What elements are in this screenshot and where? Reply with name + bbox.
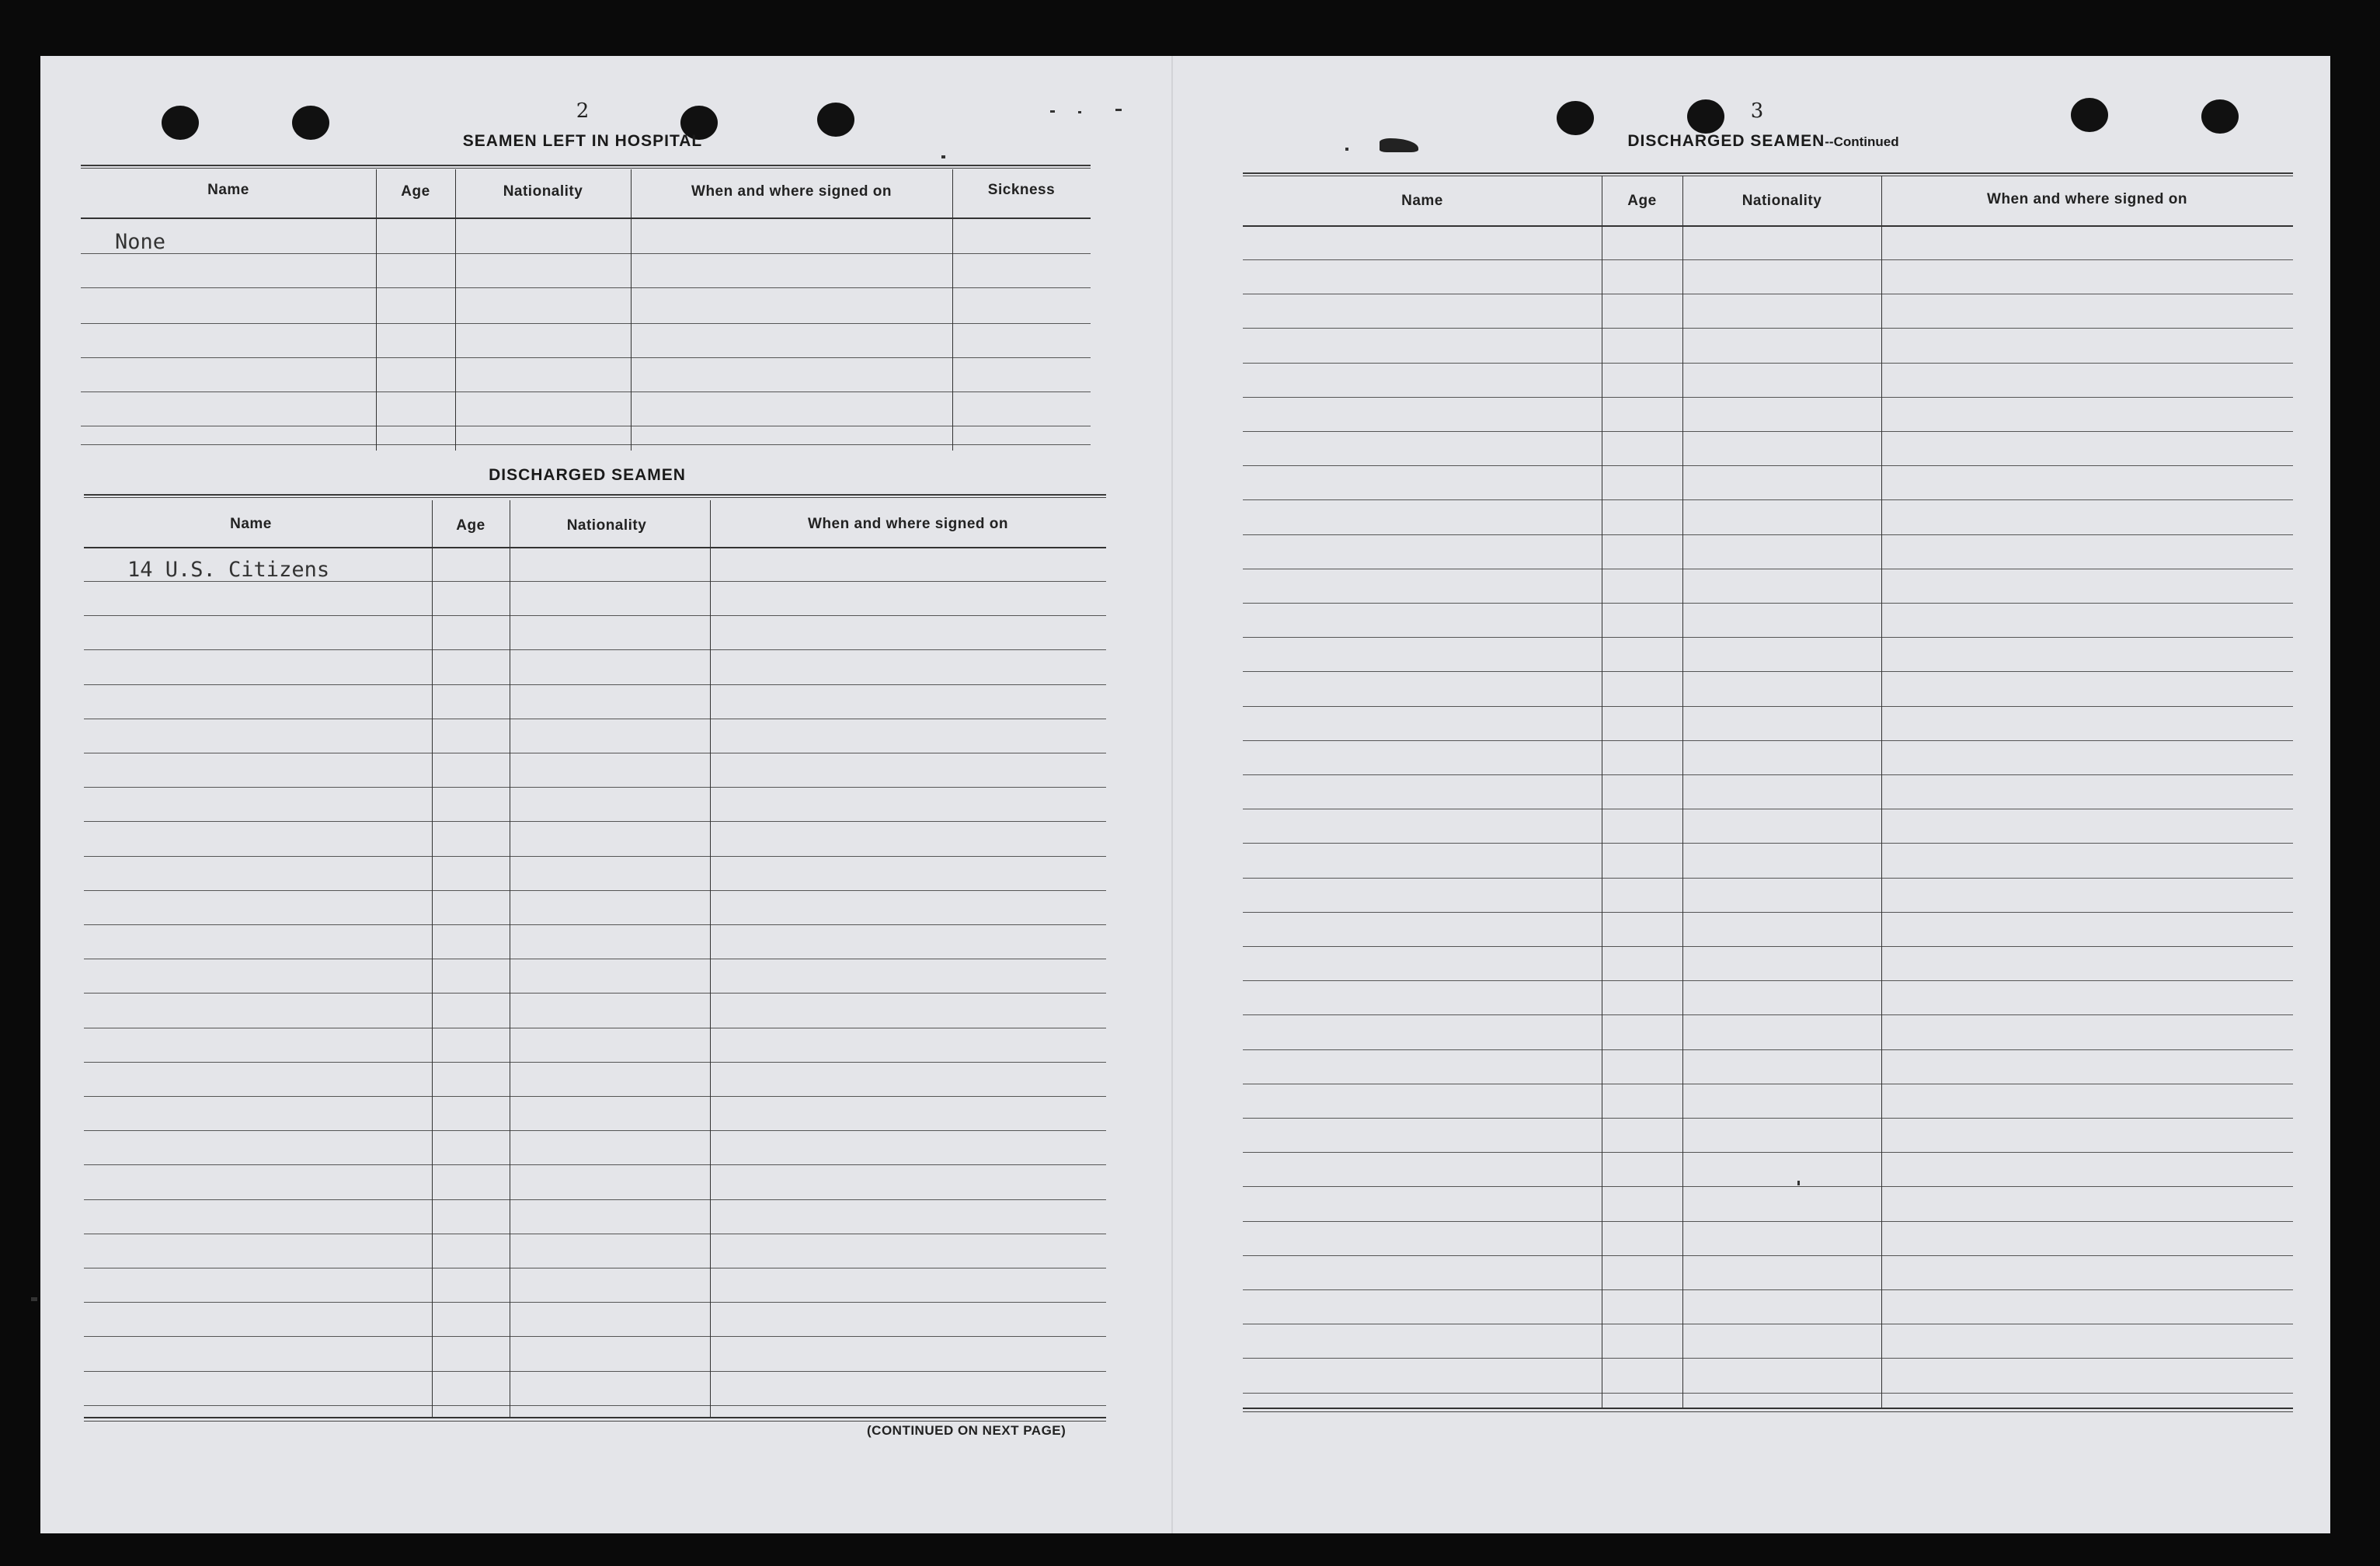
discharged-section-title: DISCHARGED SEAMEN: [489, 466, 686, 484]
discharged-table: [84, 494, 1106, 1422]
row-rule: [84, 1371, 1106, 1372]
row-rule: [84, 821, 1106, 822]
punch-hole: [817, 103, 854, 137]
discharged-entry: 14 U.S. Citizens: [127, 558, 330, 582]
col-header-age: Age: [1627, 193, 1657, 209]
row-rule: [1243, 534, 2293, 535]
row-rule: [1243, 740, 2293, 741]
row-rule: [81, 253, 1091, 254]
page-number-right: 3: [1750, 99, 1764, 123]
row-rule: [1243, 465, 2293, 466]
row-rule: [84, 1405, 1106, 1406]
table-bottom-rule: [1243, 1408, 2293, 1412]
row-rule: [1243, 328, 2293, 329]
col-header-name: Name: [1401, 193, 1443, 209]
row-rule: [1243, 671, 2293, 672]
table-top-rule: [1243, 172, 2293, 176]
discharged-continued-table: [1243, 172, 2293, 1414]
col-header-signed-on: When and where signed on: [1987, 191, 2187, 207]
row-rule: [1243, 1049, 2293, 1050]
row-rule: [1243, 946, 2293, 947]
col-header-signed-on: When and where signed on: [691, 183, 892, 200]
row-rule: [84, 1336, 1106, 1337]
column-divider: [952, 169, 953, 451]
row-rule: [1243, 980, 2293, 981]
col-header-sickness: Sickness: [987, 182, 1056, 198]
col-header-name: Name: [230, 516, 272, 532]
header-rule: [1243, 225, 2293, 227]
row-rule: [81, 323, 1091, 324]
col-header-name: Name: [207, 182, 249, 198]
row-rule: [84, 649, 1106, 650]
title-text: DISCHARGED SEAMEN: [1627, 132, 1825, 150]
punch-hole: [2201, 99, 2239, 134]
row-rule: [84, 1062, 1106, 1063]
hospital-entry: None: [115, 230, 166, 254]
column-divider: [710, 500, 711, 1417]
row-rule: [1243, 397, 2293, 398]
row-rule: [84, 1199, 1106, 1200]
row-rule: [81, 287, 1091, 288]
hospital-section-title: SEAMEN LEFT IN HOSPITAL: [462, 132, 703, 150]
column-divider: [376, 169, 377, 451]
punch-hole: [292, 106, 329, 140]
table-top-rule: [81, 165, 1091, 169]
row-rule: [1243, 431, 2293, 432]
row-rule: [84, 684, 1106, 685]
page-number-left: 2: [576, 99, 590, 123]
col-header-nationality: Nationality: [1742, 193, 1822, 209]
col-header-nationality: Nationality: [503, 183, 583, 200]
page-fold: [1171, 56, 1173, 1533]
row-rule: [1243, 843, 2293, 844]
speck: [1345, 148, 1348, 151]
column-divider: [1881, 176, 1882, 1408]
header-rule: [84, 547, 1106, 548]
col-header-age: Age: [456, 517, 485, 534]
table-top-rule: [84, 494, 1106, 498]
hospital-table: [81, 165, 1091, 451]
row-rule: [1243, 878, 2293, 879]
row-rule: [1243, 1289, 2293, 1290]
row-rule: [1243, 912, 2293, 913]
row-rule: [1243, 1255, 2293, 1256]
speck: [1050, 110, 1055, 113]
row-rule: [84, 1302, 1106, 1303]
speck: [1115, 109, 1122, 111]
row-rule: [1243, 603, 2293, 604]
punch-hole: [162, 106, 199, 140]
row-rule: [1243, 363, 2293, 364]
row-rule: [84, 1130, 1106, 1131]
row-rule: [1243, 706, 2293, 707]
row-rule: [1243, 499, 2293, 500]
table-bottom-rule: [84, 1417, 1106, 1422]
row-rule: [1243, 1118, 2293, 1119]
row-rule: [1243, 1221, 2293, 1222]
col-header-nationality: Nationality: [566, 517, 647, 534]
row-rule: [84, 615, 1106, 616]
row-rule: [1243, 1152, 2293, 1153]
row-rule: [84, 993, 1106, 994]
column-divider: [432, 500, 433, 1417]
title-suffix: --Continued: [1825, 134, 1899, 149]
row-rule: [1243, 259, 2293, 260]
column-divider: [455, 169, 456, 451]
continued-note: (CONTINUED ON NEXT PAGE): [867, 1423, 1066, 1438]
column-divider: [1682, 176, 1683, 1408]
col-header-signed-on: When and where signed on: [808, 516, 1008, 532]
discharged-continued-title: [1554, 132, 1973, 151]
row-rule: [1243, 1393, 2293, 1394]
header-rule: [81, 218, 1091, 219]
col-header-age: Age: [401, 183, 430, 200]
row-rule: [84, 1164, 1106, 1165]
row-rule: [1243, 1014, 2293, 1015]
row-rule: [81, 357, 1091, 358]
speck: [31, 1297, 37, 1301]
row-rule: [1243, 1358, 2293, 1359]
row-rule: [84, 856, 1106, 857]
speck: [941, 155, 945, 158]
row-rule: [1243, 637, 2293, 638]
row-rule: [1243, 774, 2293, 775]
column-divider: [631, 169, 632, 451]
row-rule: [81, 444, 1091, 445]
row-rule: [1243, 1186, 2293, 1187]
row-rule: [84, 890, 1106, 891]
row-rule: [84, 787, 1106, 788]
punch-hole: [2071, 98, 2108, 132]
punch-hole: [1687, 99, 1724, 134]
row-rule: [84, 924, 1106, 925]
punch-hole: [1557, 101, 1594, 135]
row-rule: [84, 1096, 1106, 1097]
speck: [1078, 111, 1081, 113]
